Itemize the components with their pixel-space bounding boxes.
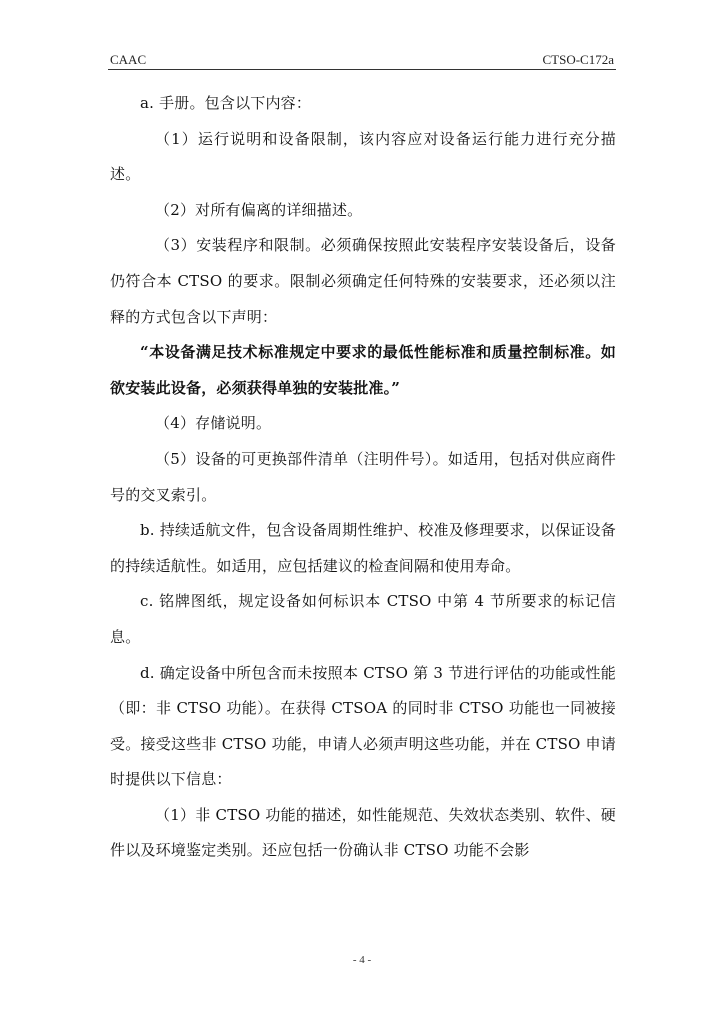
paragraph-parts-list: （5）设备的可更换部件清单（注明件号）。如适用，包括对供应商件号的交叉索引。 — [110, 449, 616, 504]
paragraph-airworthiness: b. 持续适航文件，包含设备周期性维护、校准及修理要求，以保证设备的持续适航性。如适用，应包括建议的检查间隔和使用寿命。 — [110, 521, 616, 575]
header-left: CAAC — [110, 52, 147, 67]
header-rule — [108, 69, 616, 70]
paragraph-deviations: （2）对所有偏离的详细描述。 — [155, 200, 363, 219]
paragraph-non-ctso-description: （1）非 CTSO 功能的描述，如性能规范、失效状态类别、软件、硬件以及环境鉴定类别。还应包括一份确认非 CTSO 功能不会影 — [110, 805, 616, 860]
body-text — [110, 86, 616, 869]
paragraph-non-ctso: d. 确定设备中所包含而未按照本 CTSO 第 3 节进行评估的功能或性能（即：非 CTSO 功能）。在获得 CTSOA 的同时非 CTSO 功能也一同被接受。接受这些非 CTSO 功能，申请人必须声明这些功能，并在 CTSO 申请时提供以下信息： — [110, 663, 616, 789]
paragraph-installation: （3）安装程序和限制。必须确保按照此安装程序安装设备后，设备仍符合本 CTSO 的要求。限制必须确定任何特殊的安装要求，还必须以注释的方式包含以下声明： — [110, 236, 616, 326]
paragraph-operation-limits: （1）运行说明和设备限制，该内容应对设备运行能力进行充分描述。 — [110, 129, 616, 184]
page-number: - 4 - — [352, 954, 372, 966]
paragraph-statement: “本设备满足技术标准规定中要求的最低性能标准和质量控制标准。如欲安装此设备，必须获得单独的安装批准。” — [110, 343, 616, 397]
paragraph-storage: （4）存储说明。 — [155, 414, 272, 433]
paragraph-nameplate: c. 铭牌图纸，规定设备如何标识本 CTSO 中第 4 节所要求的标记信息。 — [110, 592, 616, 646]
paragraph-manual: a. 手册。包含以下内容： — [140, 94, 312, 112]
header-right: CTSO-C172a — [542, 52, 614, 67]
